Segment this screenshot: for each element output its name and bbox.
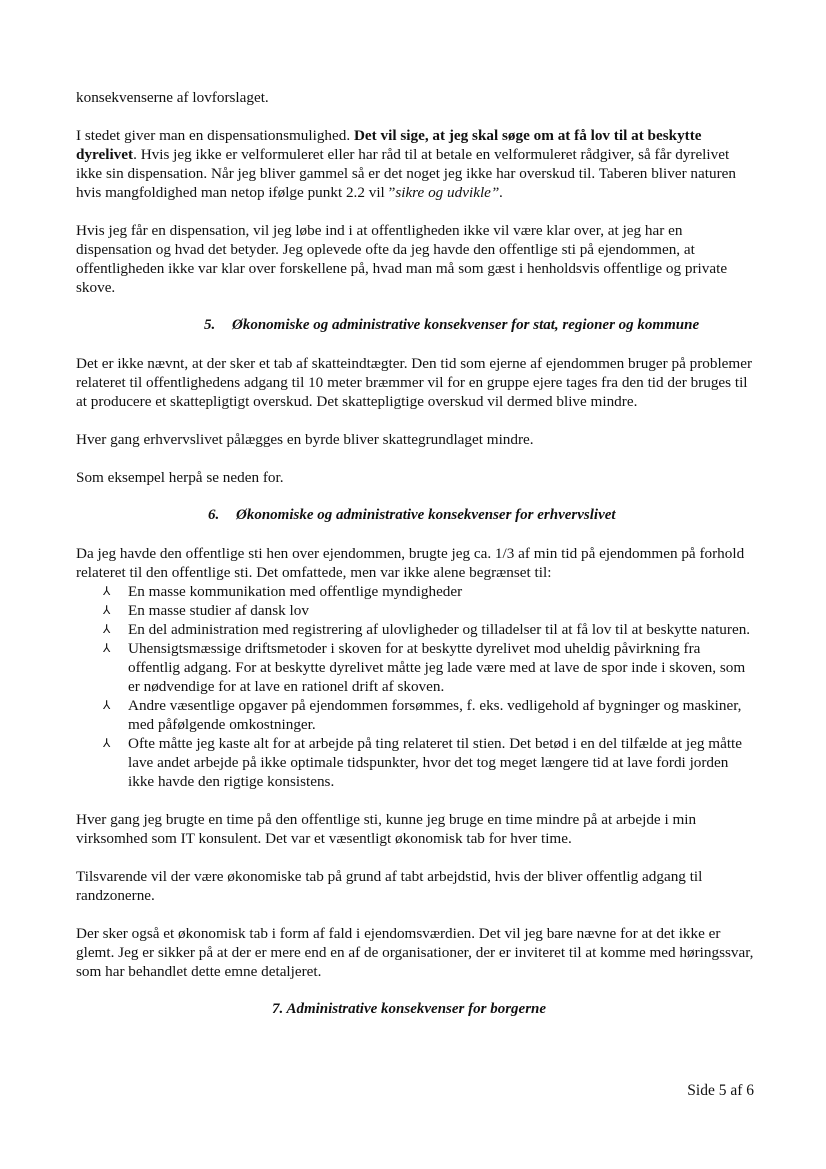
paragraph-intro: konsekvenserne af lovforslaget.	[76, 89, 269, 106]
paragraph-similar: Tilsvarende vil der være økonomiske tab på grund af tabt arbejdstid, hvis der bliver offentlig adgang til randzonerne.	[76, 868, 703, 904]
list-item-text: En masse kommunikation med offentlige myndigheder	[128, 583, 463, 600]
tripod-arrow-icon: ⅄	[103, 584, 111, 598]
list-item-text: Uhensigtsmæssige driftsmetoder i skoven for at beskytte dyrelivet mod uheldig påvirkning fra offentlig adgang. For at beskytte dyrelivet måtte jeg lade være med at lave de spor inde i skoven, som er nødvendige for at lave en rationel drift af skoven.	[128, 640, 746, 695]
list-item-text: En masse studier af dansk lov	[128, 602, 309, 619]
heading-6-number: 6.	[208, 507, 220, 523]
disp-text-post: . Hvis jeg ikke er velformuleret eller har råd til at betale en velformuleret rådgiver, så får dyrelivet ikke sin dispensation. Når jeg bliver gammel så er det noget jeg ikke har overskud til. Taberen bliver naturen hvis mangfoldighed man netop ifølge punkt 2.2 vil ”	[76, 146, 736, 201]
heading-6-text: Økonomiske og administrative konsekvenser for erhvervslivet	[236, 507, 616, 523]
tripod-arrow-icon: ⅄	[103, 698, 111, 712]
heading-5-number: 5.	[204, 317, 216, 333]
list-item	[76, 582, 756, 601]
paragraph-tax: Det er ikke nævnt, at der sker et tab af skatteindtægter. Den tid som ejerne af ejendommen bruger på problemer relateret til offentlighedens adgang til 10 meter bræmmer vil for en gruppe ejere tages fra den tid der bruges til at producere et skattepligtigt overskud. Det skattepligtige overskud vil dermed blive mindre.	[76, 355, 753, 410]
list-item-text: Andre væsentlige opgaver på ejendommen forsømmes, f. eks. vedligehold af bygninger og maskiner, med påfølgende omkostninger.	[128, 697, 742, 733]
heading-section-6	[76, 506, 756, 525]
list-item	[76, 620, 756, 639]
paragraph-example: Som eksempel herpå se neden for.	[76, 469, 284, 486]
tripod-arrow-icon: ⅄	[103, 603, 111, 617]
bullet-list	[76, 582, 756, 791]
tripod-arrow-icon: ⅄	[103, 641, 111, 655]
list-item	[76, 639, 756, 696]
list-item	[76, 696, 756, 734]
disp-text-pre: I stedet giver man en dispensationsmulighed.	[76, 127, 354, 144]
tripod-arrow-icon: ⅄	[103, 622, 111, 636]
page-number: Side 5 af 6	[687, 1082, 754, 1099]
list-item-text: En del administration med registrering af ulovligheder og tilladelser til at få lov til at beskytte naturen.	[128, 621, 751, 638]
paragraph-value: Der sker også et økonomisk tab i form af fald i ejendomsværdien. Det vil jeg bare nævne for at det ikke er glemt. Jeg er sikker på at der er mere end en af de organisationer, der er inviteret til at komme med høringssvar, som har behandlet dette emne detaljeret.	[76, 925, 754, 980]
list-item	[76, 734, 756, 791]
document-page	[76, 88, 756, 1038]
disp-text-bold: Det vil sige, at jeg skal søge om at få lov til at beskytte dyrelivet	[76, 127, 702, 163]
tripod-arrow-icon: ⅄	[103, 736, 111, 750]
paragraph-dispensation	[76, 126, 756, 202]
heading-5-text: Økonomiske og administrative konsekvenser for stat, regioner og kommune	[232, 317, 700, 333]
paragraph-hour: Hver gang jeg brugte en time på den offentlige sti, kunne jeg bruge en time mindre på at arbejde i min virksomhed som IT konsulent. Det var et væsentligt økonomisk tab for hver time.	[76, 811, 697, 847]
list-item	[76, 601, 756, 620]
paragraph-burden: Hver gang erhvervslivet pålægges en byrde bliver skattegrundlaget mindre.	[76, 431, 534, 448]
heading-section-5	[76, 316, 756, 335]
disp-text-italic: sikre og udvikle”.	[395, 184, 504, 201]
paragraph-public: Hvis jeg får en dispensation, vil jeg løbe ind i at offentligheden ikke vil være klar over, at jeg har en dispensation og hvad det betyder. Jeg oplevede ofte da jeg havde den offentlige sti på ejendommen, at offentligheden ikke var klar over forskellene på, hvad man må som gæst i henholdsvis offentlige og private skove.	[76, 222, 728, 296]
list-item-text: Ofte måtte jeg kaste alt for at arbejde på ting relateret til stien. Det betød i en del tilfælde at jeg måtte lave andet arbejde på ikke optimale tidspunkter, hvor det tog meget længere tid at lave fordi jorden ikke havde den rigtige konsistens.	[128, 735, 743, 790]
paragraph-path: Da jeg havde den offentlige sti hen over ejendommen, brugte jeg ca. 1/3 af min tid på ejendommen på forhold relateret til den offentlige sti. Det omfattede, men var ikke alene begrænset til:	[76, 545, 745, 581]
heading-section-7: 7. Administrative konsekvenser for borgerne	[272, 1001, 547, 1017]
